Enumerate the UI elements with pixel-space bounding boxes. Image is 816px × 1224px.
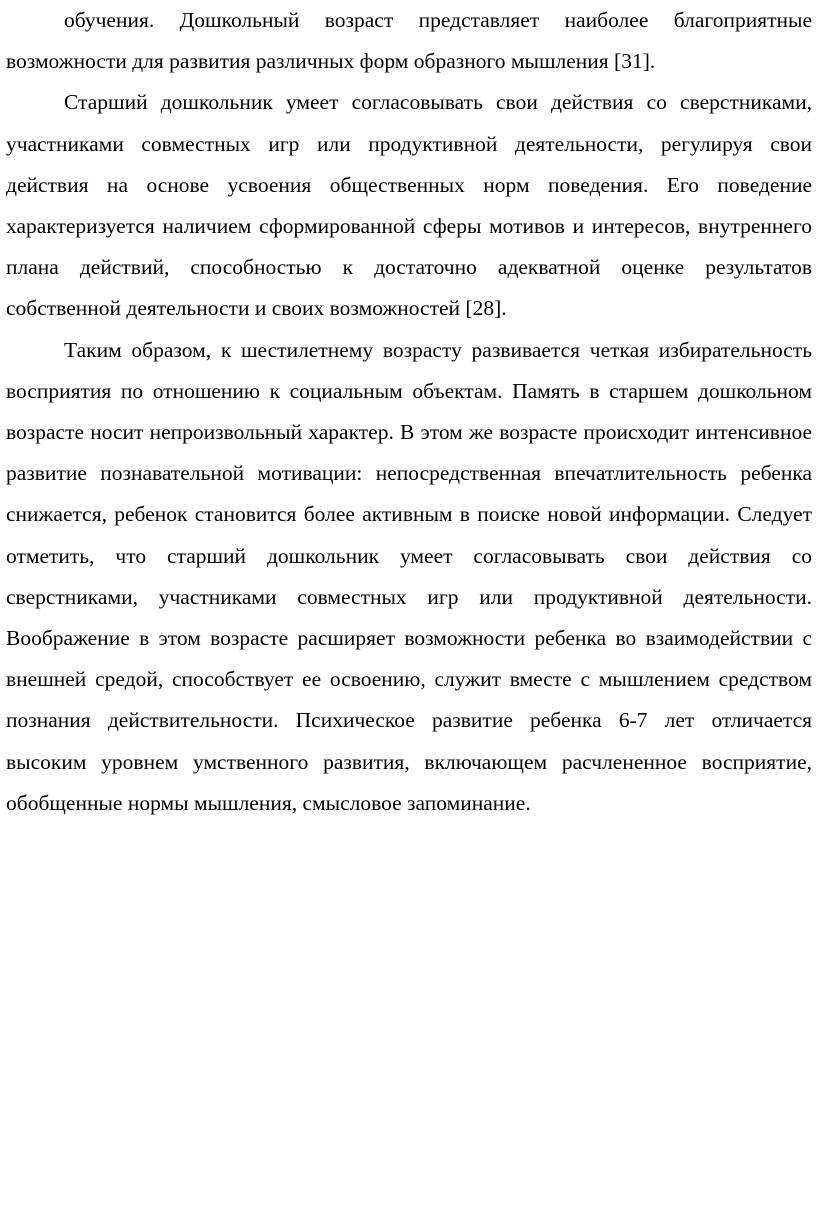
paragraph-conclusion: Таким образом, к шестилетнему возрасту развивается четкая избирательность восприятия по отношению к социальным объектам. Память в старшем дошкольном возрасте носит непроизвольный характер. В этом же возрасте происходит интенсивное развитие познавательной мотивации: непосредственная впечатлительность ребенка снижается, ребенок становится более активным в поиске новой информации. Следует отметить, что старший дошкольник умеет согласовывать свои действия со сверстниками, участниками совместных игр или продуктивной деятельности. Воображение в этом возрасте расширяет возможности ребенка во взаимодействии с внешней средой, способствует ее освоению, служит вместе с мышлением средством познания действительности. Психическое развитие ребенка 6-7 лет отличается высоким уровнем умственного развития, включающем расчлененное восприятие, обобщенные нормы мышления, смысловое запоминание. <box>6 337 812 815</box>
paragraph-continuation: обучения. Дошкольный возраст представляет наиболее благоприятные возможности для развития различных форм образного мышления [31]. <box>6 8 812 74</box>
document-page <box>6 0 812 824</box>
paragraph-senior-preschooler: Старший дошкольник умеет согласовывать свои действия со сверстниками, участниками совместных игр или продуктивной деятельности, регулируя свои действия на основе усвоения общественных норм поведения. Его поведение характеризуется наличием сформированной сферы мотивов и интересов, внутреннего плана действий, способностью к достаточно адекватной оценке результатов собственной деятельности и своих возможностей [28]. <box>6 90 812 321</box>
